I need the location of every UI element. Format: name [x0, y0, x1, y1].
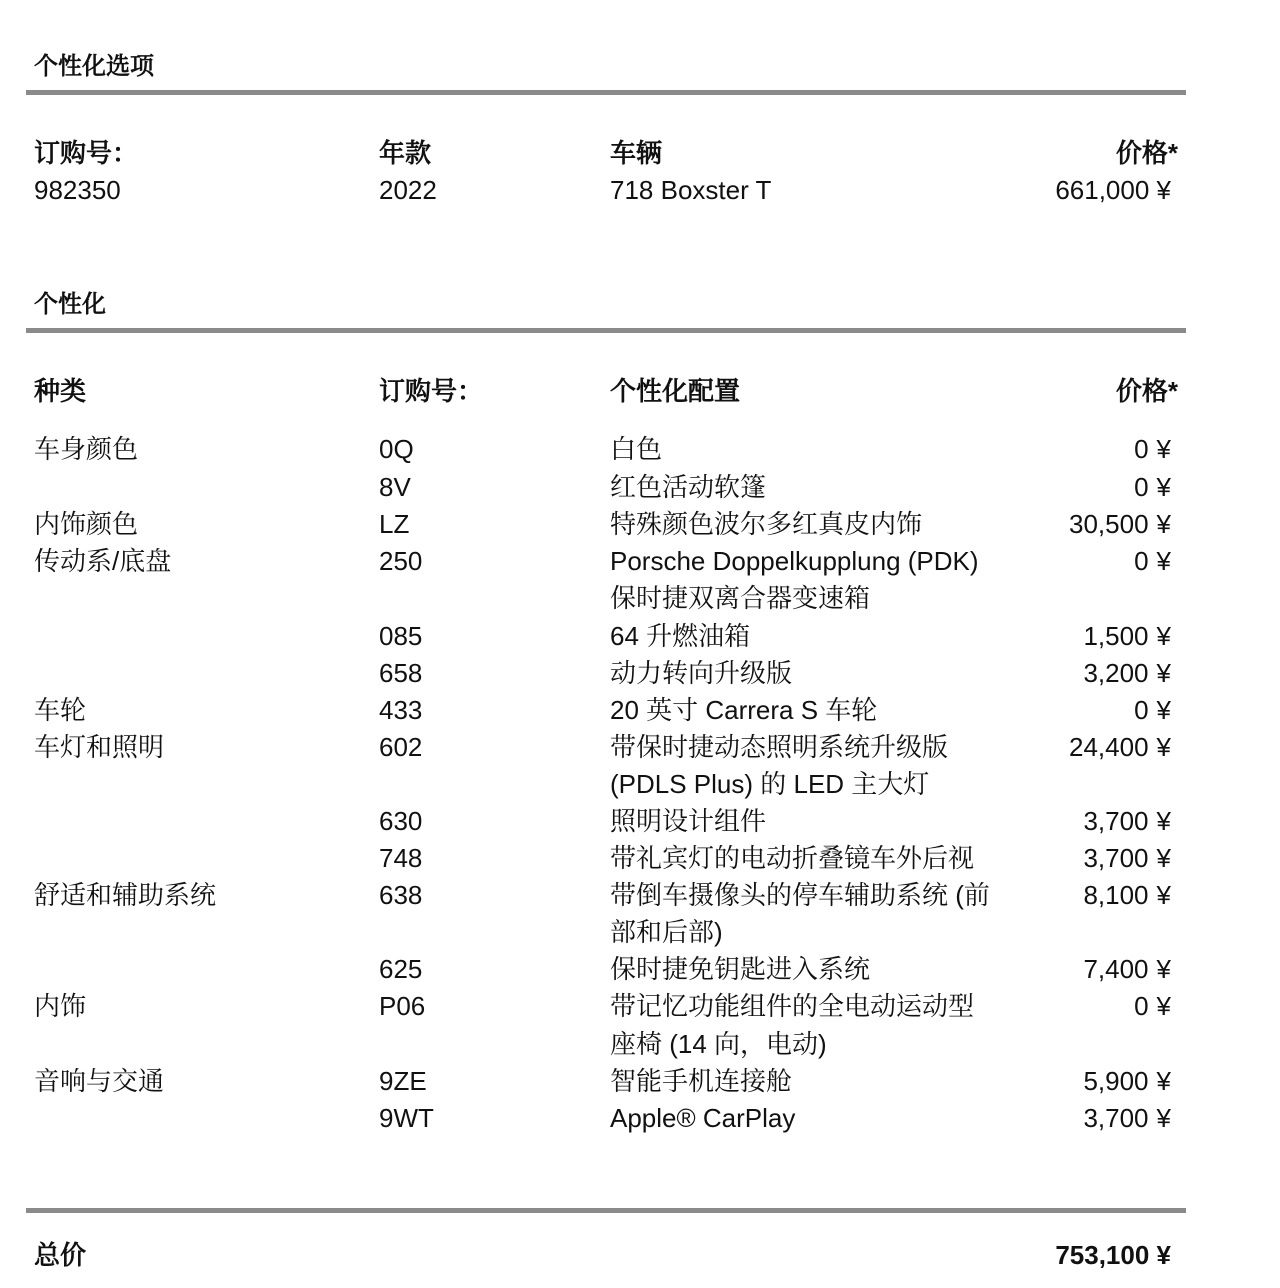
row-code: 8V — [379, 472, 411, 502]
row-price — [1163, 1026, 1171, 1062]
row-description: 特殊颜色波尔多红真皮内饰 — [610, 509, 923, 539]
row-code: 433 — [379, 695, 423, 725]
row-code: 638 — [379, 880, 423, 910]
row-price-value: 0 — [1134, 695, 1149, 725]
row-currency: ¥ — [1156, 621, 1171, 651]
row-category: 车灯和照明 — [34, 732, 165, 762]
table-row — [0, 803, 1280, 839]
row-price-value: 8,100 — [1083, 880, 1149, 910]
row-code: 9ZE — [379, 1066, 427, 1096]
row-category: 内饰 — [34, 991, 87, 1021]
row-category: 车身颜色 — [34, 434, 139, 464]
row-currency: ¥ — [1156, 509, 1171, 539]
row-price — [1134, 988, 1171, 1024]
row-description: 动力转向升级版 — [610, 658, 793, 688]
table-row — [0, 1063, 1280, 1099]
row-description: 保时捷双离合器变速箱 — [610, 583, 871, 613]
row-code: 748 — [379, 843, 423, 873]
row-price-value: 5,900 — [1083, 1066, 1149, 1096]
row-currency: ¥ — [1156, 1066, 1171, 1096]
table-row — [0, 840, 1280, 876]
row-category: 内饰颜色 — [34, 509, 139, 539]
row-price — [1083, 1063, 1171, 1099]
row-price-value: 3,700 — [1083, 843, 1149, 873]
row-price-value: 0 — [1134, 472, 1149, 502]
row-category: 舒适和辅助系统 — [34, 880, 217, 910]
row-description: Apple® CarPlay — [610, 1103, 796, 1133]
header-config: 个性化配置 — [610, 376, 741, 406]
section-divider — [26, 328, 1186, 333]
row-currency: ¥ — [1156, 434, 1171, 464]
row-description: 带保时捷动态照明系统升级版 — [610, 732, 949, 762]
table-row — [0, 914, 1280, 950]
row-currency: ¥ — [1156, 695, 1171, 725]
table-row — [0, 877, 1280, 913]
order-number: 982350 — [34, 175, 121, 205]
row-description: 智能手机连接舱 — [610, 1066, 793, 1096]
row-price — [1134, 431, 1171, 467]
row-currency: ¥ — [1156, 880, 1171, 910]
table-row — [0, 988, 1280, 1024]
row-price-value: 0 — [1134, 434, 1149, 464]
header-category: 种类 — [34, 376, 87, 406]
header-price: 价格* — [1115, 376, 1178, 406]
row-price — [1083, 618, 1171, 654]
row-price — [1163, 766, 1171, 802]
row-price-value: 1,500 — [1083, 621, 1149, 651]
table-row — [0, 692, 1280, 728]
row-description: 带倒车摄像头的停车辅助系统 (前 — [610, 880, 990, 910]
row-description: 红色活动软篷 — [610, 472, 767, 502]
row-price-value: 3,700 — [1083, 806, 1149, 836]
row-description: 座椅 (14 向，电动) — [610, 1029, 827, 1059]
total-price: 753,100 ¥ — [1055, 1240, 1171, 1270]
table-row — [0, 469, 1280, 505]
row-price — [1083, 951, 1171, 987]
row-currency: ¥ — [1156, 843, 1171, 873]
row-price — [1083, 840, 1171, 876]
section-title-personalization: 个性化 — [34, 291, 106, 318]
row-currency: ¥ — [1156, 1103, 1171, 1133]
row-code: 0Q — [379, 434, 414, 464]
header-order-no: 订购号： — [34, 138, 139, 168]
row-description: 20 英寸 Carrera S 车轮 — [610, 695, 878, 725]
table-row — [0, 580, 1280, 616]
section-title-options: 个性化选项 — [34, 53, 154, 80]
row-code: 250 — [379, 546, 423, 576]
row-category: 车轮 — [34, 695, 87, 725]
row-category: 音响与交通 — [34, 1066, 165, 1096]
row-price — [1083, 655, 1171, 691]
table-row — [0, 618, 1280, 654]
row-code: 085 — [379, 621, 423, 651]
row-price — [1069, 506, 1171, 542]
row-price-value: 24,400 — [1069, 732, 1149, 762]
row-category: 传动系/底盘 — [34, 546, 172, 576]
row-currency: ¥ — [1156, 732, 1171, 762]
row-description: 带礼宾灯的电动折叠镜车外后视 — [610, 843, 975, 873]
row-code: 602 — [379, 732, 423, 762]
header-order-no: 订购号： — [379, 376, 484, 406]
row-price — [1069, 729, 1171, 765]
table-row — [0, 951, 1280, 987]
row-price — [1083, 877, 1171, 913]
table-row — [0, 543, 1280, 579]
total-label: 总价 — [34, 1240, 87, 1270]
row-description: 保时捷免钥匙进入系统 — [610, 954, 871, 984]
row-price — [1134, 692, 1171, 728]
row-code: 658 — [379, 658, 423, 688]
row-currency: ¥ — [1156, 472, 1171, 502]
row-price — [1163, 580, 1171, 616]
table-row — [0, 655, 1280, 691]
table-row — [0, 1100, 1280, 1136]
row-currency: ¥ — [1156, 954, 1171, 984]
row-description: 照明设计组件 — [610, 806, 767, 836]
row-description: 带记忆功能组件的全电动运动型 — [610, 991, 975, 1021]
row-price — [1163, 914, 1171, 950]
row-price — [1083, 1100, 1171, 1136]
table-row — [0, 431, 1280, 467]
vehicle-name: 718 Boxster T — [610, 175, 772, 205]
row-code: P06 — [379, 991, 426, 1021]
table-row — [0, 766, 1280, 802]
header-price: 价格* — [1115, 138, 1178, 168]
row-price-value: 0 — [1134, 546, 1149, 576]
row-description: 部和后部) — [610, 917, 723, 947]
row-price-value: 7,400 — [1083, 954, 1149, 984]
base-price: 661,000 ¥ — [1055, 175, 1171, 205]
row-currency: ¥ — [1156, 658, 1171, 688]
row-code: 9WT — [379, 1103, 434, 1133]
model-year: 2022 — [379, 175, 437, 205]
row-price — [1083, 803, 1171, 839]
table-row — [0, 729, 1280, 765]
row-description: Porsche Doppelkupplung (PDK) — [610, 546, 979, 576]
row-description: 64 升燃油箱 — [610, 621, 751, 651]
row-description: (PDLS Plus) 的 LED 主大灯 — [610, 769, 930, 799]
row-price-value: 3,200 — [1083, 658, 1149, 688]
row-code: LZ — [379, 509, 410, 539]
header-year: 年款 — [379, 138, 432, 168]
total-divider — [26, 1208, 1186, 1213]
row-description: 白色 — [610, 434, 663, 464]
row-price-value: 30,500 — [1069, 509, 1149, 539]
row-currency: ¥ — [1156, 546, 1171, 576]
row-currency: ¥ — [1156, 991, 1171, 1021]
table-row — [0, 506, 1280, 542]
row-currency: ¥ — [1156, 806, 1171, 836]
header-vehicle: 车辆 — [610, 138, 663, 168]
row-price-value: 0 — [1134, 991, 1149, 1021]
row-price — [1134, 469, 1171, 505]
row-price-value: 3,700 — [1083, 1103, 1149, 1133]
table-row — [0, 1026, 1280, 1062]
row-code: 630 — [379, 806, 423, 836]
section-divider — [26, 90, 1186, 95]
row-price — [1134, 543, 1171, 579]
row-code: 625 — [379, 954, 423, 984]
